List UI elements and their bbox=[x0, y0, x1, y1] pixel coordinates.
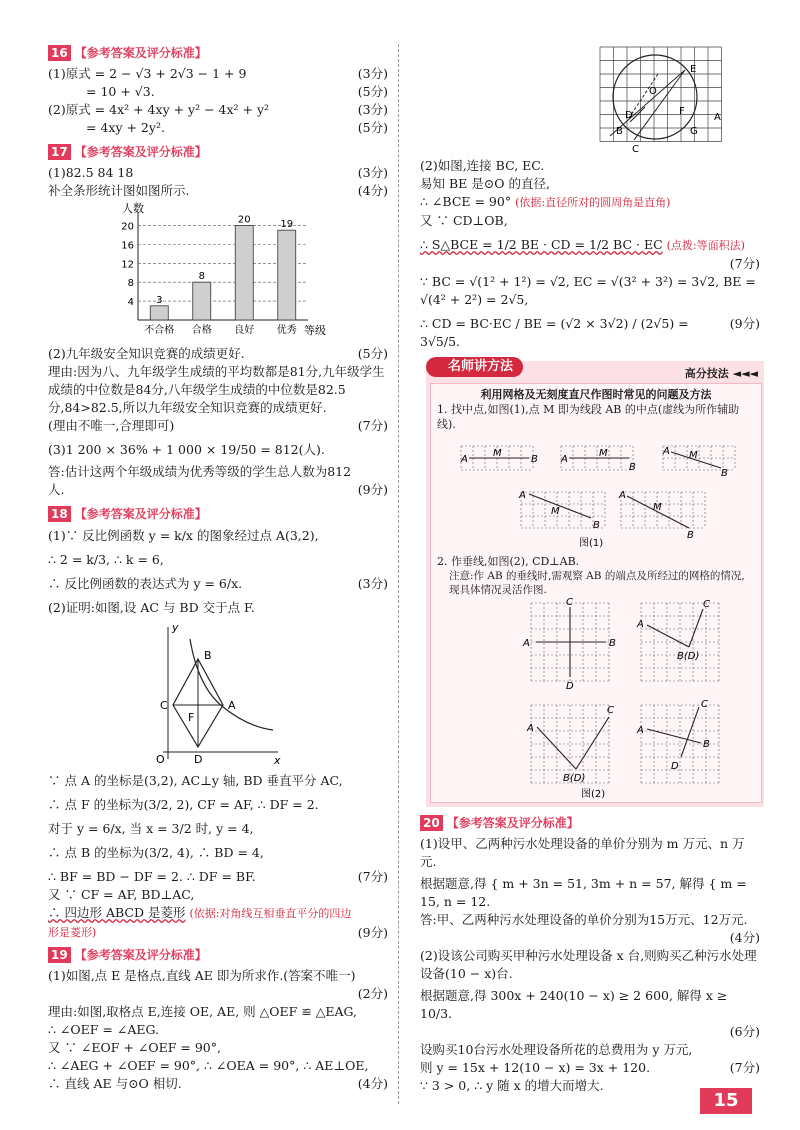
label: E bbox=[690, 64, 697, 75]
rhombus-figure bbox=[48, 617, 348, 767]
line: = 4xy + 2y². bbox=[86, 120, 165, 135]
segment bbox=[647, 625, 689, 647]
score: (3分) bbox=[357, 66, 388, 81]
point-label: B bbox=[703, 739, 710, 750]
line: 则 y = 15x + 12(10 − x) = 3x + 120. bbox=[420, 1060, 651, 1075]
q19-header bbox=[48, 946, 388, 964]
score: (4分) bbox=[357, 1076, 388, 1091]
point-label: A bbox=[619, 490, 626, 501]
point-label: A bbox=[519, 490, 526, 501]
line: ∴ ∠AEG + ∠OEF = 90°, ∴ ∠OEA = 90°, ∴ AE⊥OE, bbox=[48, 1058, 369, 1073]
annotation-note: (依据:对角线互相垂直平分的四边形是菱形) bbox=[48, 907, 352, 939]
line: 又 ∵ CD⊥OB, bbox=[420, 213, 508, 228]
answer-header: 【参考答案及评分标准】 bbox=[74, 507, 207, 521]
label: B bbox=[204, 649, 212, 662]
line: ∴ 直线 AE 与⊙O 相切. bbox=[48, 1076, 182, 1091]
line: 根据题意,得 300x + 240(10 − x) ≥ 2 600, 解得 x ≥ 10/3. bbox=[420, 988, 728, 1021]
data-label: 3 bbox=[156, 294, 163, 306]
line: ∴ 点 F 的坐标为(3/2, 2), CF = AF, ∴ DF = 2. bbox=[48, 797, 319, 812]
method-point-2: 2. 作垂线,如图(2), CD⊥AB. bbox=[437, 555, 580, 568]
point-label: C bbox=[607, 705, 614, 716]
y-axis-label: 人数 bbox=[122, 202, 144, 215]
score: (5分) bbox=[357, 84, 388, 99]
answer-header: 【参考答案及评分标准】 bbox=[74, 145, 207, 159]
label: O bbox=[156, 753, 165, 766]
score: (9分) bbox=[729, 316, 760, 331]
answer-header: 【参考答案及评分标准】 bbox=[446, 816, 579, 830]
segment bbox=[689, 609, 703, 647]
y-tick-label: 8 bbox=[127, 278, 134, 290]
label: O bbox=[649, 86, 657, 97]
point-label: A bbox=[523, 638, 530, 649]
circle-grid-figure bbox=[420, 42, 760, 152]
point-label: A bbox=[561, 454, 568, 465]
line: ∴ 反比例函数的表达式为 y = 6/x. bbox=[48, 576, 243, 591]
score: (5分) bbox=[357, 346, 388, 361]
answer-header: 【参考答案及评分标准】 bbox=[74, 948, 207, 962]
line: ∵ 点 A 的坐标是(3,2), AC⊥y 轴, BD 垂直平分 AC, bbox=[48, 773, 343, 788]
score: (7分) bbox=[729, 256, 760, 271]
score: (3分) bbox=[357, 165, 388, 180]
label: C bbox=[160, 699, 168, 712]
x-tick-label: 良好 bbox=[234, 325, 255, 336]
point-label: B bbox=[687, 530, 694, 541]
paragraph: ∵ BC = √(1² + 1²) = √2, EC = √(3² + 3²) = 3√2, BE = √(4² + 2²) = 2√5, bbox=[420, 274, 756, 307]
line: ∴ 四边形 ABCD 是菱形 bbox=[48, 905, 186, 920]
left-column bbox=[48, 42, 388, 1093]
score: (6分) bbox=[729, 1024, 760, 1039]
point-label: M bbox=[599, 448, 608, 459]
point-label: M bbox=[551, 506, 560, 517]
line: ∴ CD = BC·EC / BE = (√2 × 3√2) / (2√5) = 3√5/5. bbox=[420, 316, 689, 349]
x-tick-label: 不合格 bbox=[144, 325, 175, 336]
point-label: B bbox=[593, 520, 600, 531]
data-label: 19 bbox=[280, 219, 294, 231]
label: D bbox=[625, 110, 633, 121]
line: 补全条形统计图如图所示. bbox=[48, 183, 190, 198]
point-label: M bbox=[689, 450, 698, 461]
point-label: A bbox=[663, 446, 670, 457]
method-heading: 利用网格及无刻度直尺作图时常见的问题及方法 bbox=[480, 388, 712, 401]
paragraph: (1)设甲、乙两种污水处理设备的单价分别为 m 万元、n 万元. bbox=[420, 836, 745, 869]
data-label: 8 bbox=[198, 271, 205, 283]
method-subtitle: 高分技法 ◄◄◄ bbox=[684, 367, 758, 380]
line: ∴ ∠BCE = 90° bbox=[420, 194, 512, 209]
data-label: 20 bbox=[237, 214, 251, 226]
line: 对于 y = 6/x, 当 x = 3/2 时, y = 4, bbox=[48, 821, 254, 836]
figure-caption: 图(2) bbox=[581, 789, 606, 800]
y-tick-label: 12 bbox=[121, 259, 134, 271]
line: ∴ S△BCE = 1/2 BE · CD = 1/2 BC · EC bbox=[420, 237, 663, 252]
y-tick-label: 4 bbox=[127, 297, 134, 309]
line: (2)原式 = 4x² + 4xy + y² − 4x² + y² bbox=[48, 102, 270, 117]
question-number: 17 bbox=[48, 144, 71, 160]
x-axis-label: 等级 bbox=[304, 324, 326, 337]
y-tick-label: 16 bbox=[121, 240, 134, 252]
label: A bbox=[714, 112, 721, 123]
line: (1)原式 = 2 − √3 + 2√3 − 1 + 9 bbox=[48, 66, 247, 81]
point-label: A bbox=[461, 454, 468, 465]
paragraph: 答:甲、乙两种污水处理设备的单价分别为15万元、12万元. bbox=[420, 912, 748, 927]
point-label: D bbox=[671, 761, 679, 772]
line: (3)1 200 × 36% + 1 000 × 19/50 = 812(人). bbox=[48, 442, 325, 457]
label: y bbox=[172, 621, 179, 634]
segment bbox=[529, 494, 591, 518]
line: (1)∵ 反比例函数 y = k/x 的图象经过点 A(3,2), bbox=[48, 528, 319, 543]
annotation-note: (依据:直径所对的圆周角是直角) bbox=[515, 196, 671, 209]
point-label: D bbox=[566, 681, 574, 692]
line: (2)如图,连接 BC, EC. bbox=[420, 158, 545, 173]
method-title: 名师讲方法 bbox=[426, 357, 523, 377]
line: = 10 + √3. bbox=[86, 84, 155, 99]
label: F bbox=[188, 711, 195, 724]
paragraph: 根据题意,得 { m + 3n = 51, 3m + n = 57, 解得 { m = 15, n = 12. bbox=[420, 876, 747, 909]
point-label: B bbox=[629, 462, 636, 473]
annotation-note: (点拨:等面积法) bbox=[666, 239, 745, 252]
point-label: M bbox=[653, 502, 662, 513]
q17-header bbox=[48, 143, 388, 161]
bar-chart bbox=[48, 200, 348, 340]
point-label: B bbox=[721, 468, 728, 479]
method-box bbox=[426, 361, 764, 807]
label: x bbox=[274, 754, 281, 767]
point-label: A bbox=[527, 723, 534, 734]
q20-header bbox=[420, 814, 760, 832]
score: (4分) bbox=[357, 183, 388, 198]
paragraph: 理由:因为八、九年级学生成绩的平均数都是81分,九年级学生成绩的中位数是84分,八年级学生成绩的中位数是82.5分,84>82.5,所以九年级安全知识竞赛的成绩更好. bbox=[48, 364, 385, 415]
point-label: M bbox=[493, 448, 502, 459]
point-label: B bbox=[531, 454, 538, 465]
line: 理由:如图,取格点 E,连接 OE, AE, 则 △OEF ≌ △EAG, bbox=[48, 1004, 357, 1019]
segment bbox=[681, 707, 699, 757]
label: B bbox=[616, 126, 623, 137]
segment bbox=[576, 717, 609, 769]
score: (5分) bbox=[357, 120, 388, 135]
line: ∴ 点 B 的坐标为(3/2, 4), ∴ BD = 4, bbox=[48, 845, 264, 860]
bar bbox=[193, 282, 211, 320]
point-label: B bbox=[609, 638, 616, 649]
line: ∴ ∠OEF = ∠AEG. bbox=[48, 1022, 160, 1037]
bar bbox=[235, 225, 253, 320]
line: (1)如图,点 E 是格点,直线 AE 即为所求作.(答案不唯一) bbox=[48, 968, 356, 983]
line: (2)证明:如图,设 AC 与 BD 交于点 F. bbox=[48, 600, 255, 615]
point-label: C bbox=[566, 597, 573, 608]
score: (9分) bbox=[357, 925, 388, 940]
line: ∴ BF = BD − DF = 2. ∴ DF = BF. bbox=[48, 869, 256, 884]
paragraph: (2)设该公司购买甲种污水处理设备 x 台,则购买乙种污水处理设备(10 − x)台. bbox=[420, 948, 757, 981]
score: (7分) bbox=[357, 418, 388, 433]
bar bbox=[150, 306, 168, 320]
label: F bbox=[679, 106, 685, 117]
label: C bbox=[632, 144, 639, 152]
point-label: A bbox=[637, 725, 644, 736]
question-number: 19 bbox=[48, 947, 71, 963]
score: (7分) bbox=[729, 1060, 760, 1075]
score: (2分) bbox=[357, 986, 388, 1001]
line: 又 ∵ CF = AF, BD⊥AC, bbox=[48, 887, 195, 902]
right-column bbox=[420, 42, 760, 351]
page-number: 15 bbox=[700, 1088, 752, 1114]
question-number: 18 bbox=[48, 506, 71, 522]
score: (7分) bbox=[357, 869, 388, 884]
point-label: A bbox=[637, 619, 644, 630]
bar bbox=[278, 230, 296, 320]
figure-caption: 图(1) bbox=[579, 538, 604, 549]
midpoint-figure bbox=[431, 432, 761, 550]
answer-header: 【参考答案及评分标准】 bbox=[74, 46, 207, 60]
line: (2)九年级安全知识竞赛的成绩更好. bbox=[48, 346, 245, 361]
perpendicular-figure bbox=[431, 597, 761, 801]
line: 设购买10台污水处理设备所花的总费用为 y 万元, bbox=[420, 1042, 693, 1057]
x-tick-label: 优秀 bbox=[276, 325, 297, 336]
y-tick-label: 20 bbox=[121, 221, 134, 233]
question-number: 16 bbox=[48, 45, 71, 61]
q16-header bbox=[48, 44, 388, 62]
column-divider bbox=[398, 44, 399, 1104]
method-content bbox=[430, 383, 762, 803]
line: ∵ 3 > 0, ∴ y 随 x 的增大而增大. bbox=[420, 1078, 604, 1093]
line: (理由不唯一,合理即可) bbox=[48, 418, 175, 433]
point-label: B(D) bbox=[677, 651, 700, 662]
line: ∴ 2 = k/3, ∴ k = 6, bbox=[48, 552, 164, 567]
q20-section bbox=[420, 812, 760, 1095]
label: A bbox=[228, 699, 236, 712]
method-note: 注意:作 AB 的垂线时,需观察 AB 的端点及所经过的网格的情况,现具体情况灵活作图. bbox=[449, 570, 745, 596]
line: 易知 BE 是⊙O 的直径, bbox=[420, 176, 550, 191]
score: (3分) bbox=[357, 576, 388, 591]
method-point-1: 1. 找中点,如图(1),点 M 即为线段 AB 的中点(虚线为所作辅助线). bbox=[437, 403, 740, 431]
point-label: C bbox=[703, 599, 710, 610]
point-label: B(D) bbox=[563, 773, 586, 784]
line: (1)82.5 84 18 bbox=[48, 165, 134, 180]
label: G bbox=[690, 126, 698, 137]
score: (3分) bbox=[357, 102, 388, 117]
point-label: C bbox=[701, 699, 708, 710]
line: 答:估计这两个年级成绩为优秀等级的学生总人数为812人. bbox=[48, 464, 352, 497]
question-number: 20 bbox=[420, 815, 443, 831]
score: (9分) bbox=[357, 482, 388, 497]
x-tick-label: 合格 bbox=[191, 325, 212, 336]
score: (4分) bbox=[729, 930, 760, 945]
line: 又 ∵ ∠EOF + ∠OEF = 90°, bbox=[48, 1040, 221, 1055]
q18-header bbox=[48, 505, 388, 523]
label: D bbox=[194, 753, 203, 766]
